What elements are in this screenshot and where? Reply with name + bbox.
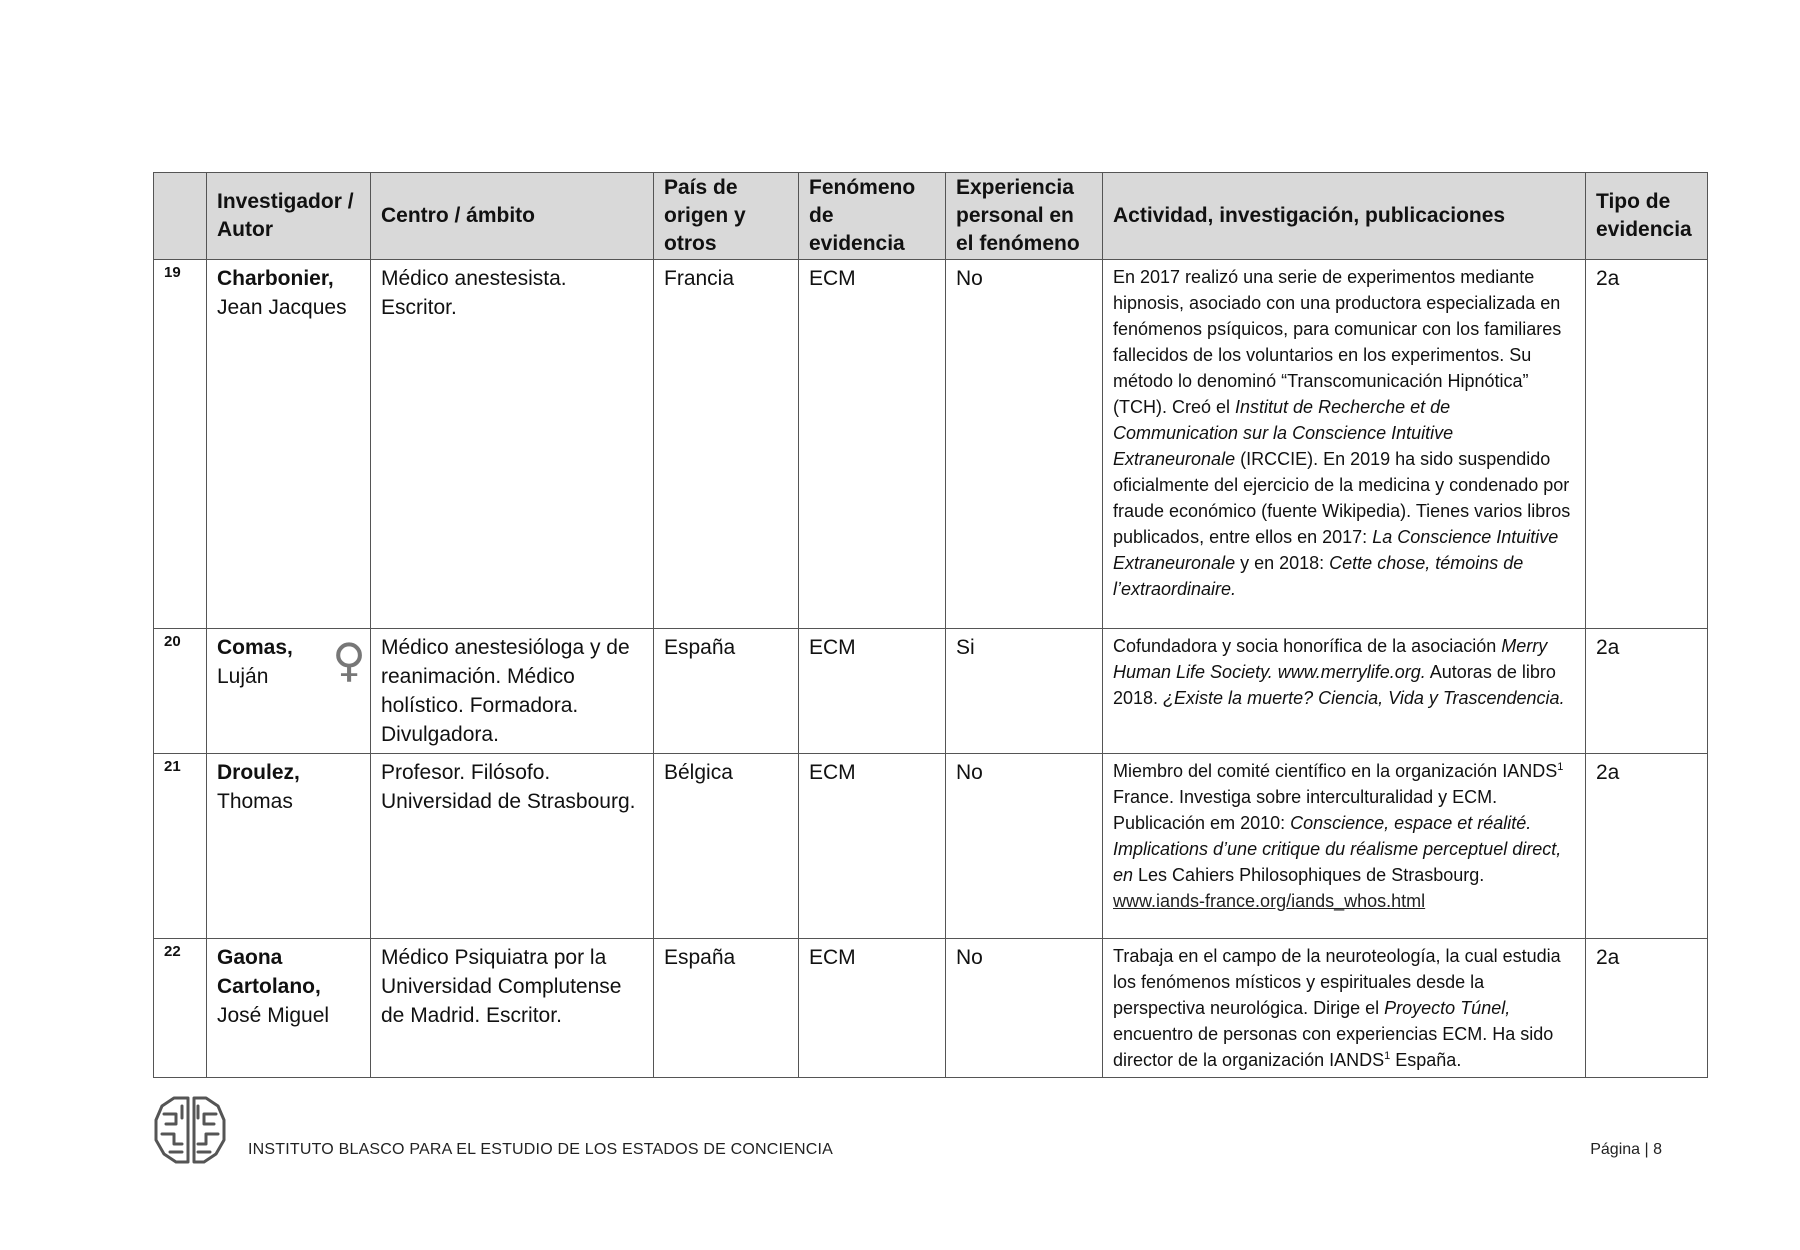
female-symbol-icon: ♀ (332, 633, 366, 687)
author-cell (207, 629, 371, 754)
table-row (154, 260, 1708, 629)
evidence-cell: 2a (1586, 260, 1708, 629)
activity-italic: Cette chose, témoins de l’extraordinaire. (1113, 553, 1524, 599)
author-cell (207, 939, 371, 1078)
header-phenomenon: Fenómeno de evidencia (799, 173, 946, 260)
phenomenon-cell: ECM (799, 939, 946, 1078)
experience-cell: No (946, 939, 1103, 1078)
evidence-cell: 2a (1586, 754, 1708, 939)
row-number: 22 (154, 939, 207, 1078)
header-experience: Experiencia personal en el fenómeno (946, 173, 1103, 260)
country-cell: Francia (654, 260, 799, 629)
phenomenon-cell: ECM (799, 260, 946, 629)
activity-cell (1103, 260, 1586, 629)
activity-cell (1103, 754, 1586, 939)
author-given-name: Luján (217, 665, 269, 688)
footnote-ref: 1 (1557, 761, 1564, 773)
table-row (154, 939, 1708, 1078)
country-cell: Bélgica (654, 754, 799, 939)
row-number: 21 (154, 754, 207, 939)
header-activity: Actividad, investigación, publicaciones (1103, 173, 1586, 260)
activity-text: Autoras de libro 2018. (1113, 662, 1556, 708)
brain-icon (152, 1092, 228, 1168)
row-number: 20 (154, 629, 207, 754)
activity-text: En 2017 realizó una serie de experimentos mediante hipnosis, asociado con una productora especializada en fenómenos psíquicos, para comunicar con los familiares fallecidos de los voluntarios en los experimentos. Su método lo denominó “Transcomunicación Hipnótica” (TCH). Creó el (1113, 267, 1562, 417)
experience-cell: Si (946, 629, 1103, 754)
header-num (154, 173, 207, 260)
header-country: País de origen y otros (654, 173, 799, 260)
country-cell: España (654, 629, 799, 754)
center-cell: Profesor. Filósofo. Universidad de Strasbourg. (371, 754, 654, 939)
header-author: Investigador / Autor (207, 173, 371, 260)
page-footer (152, 1092, 1662, 1172)
organization-name: INSTITUTO BLASCO PARA EL ESTUDIO DE LOS ESTADOS DE CONCIENCIA (248, 1141, 834, 1158)
researchers-table (153, 172, 1708, 1078)
evidence-cell: 2a (1586, 939, 1708, 1078)
activity-italic: La Conscience Intuitive Extraneuronale (1113, 527, 1559, 573)
table-row (154, 629, 1708, 754)
activity-text: Les Cahiers Philosophiques de Strasbourg. (1133, 865, 1485, 885)
activity-italic: Merry Human Life Society. www.merrylife.org. (1113, 636, 1548, 682)
row-number: 19 (154, 260, 207, 629)
author-surname: Droulez, (217, 761, 300, 784)
activity-text: Miembro del comité científico en la organización IANDS (1113, 761, 1558, 781)
activity-text: España. (1390, 1050, 1462, 1070)
country-cell: España (654, 939, 799, 1078)
phenomenon-cell: ECM (799, 754, 946, 939)
experience-cell: No (946, 260, 1103, 629)
activity-text: Trabaja en el campo de la neuroteología, la cual estudia los fenómenos místicos y espirituales desde la perspectiva neurológica. Dirige el (1113, 946, 1561, 1018)
author-surname: Comas, (217, 636, 293, 659)
activity-text: encuentro de personas con experiencias ECM. Ha sido director de la organización IANDS (1113, 1024, 1554, 1070)
author-cell (207, 260, 371, 629)
author-surname: Charbonier, (217, 267, 334, 290)
activity-text: France. Investiga sobre interculturalidad y ECM. Publicación em 2010: (1113, 787, 1498, 833)
page-number: Página | 8 (1590, 1141, 1662, 1158)
activity-text: y en 2018: (1235, 553, 1330, 573)
experience-cell: No (946, 754, 1103, 939)
footnote-ref: 1 (1384, 1050, 1391, 1062)
author-given-name: Thomas (217, 790, 293, 813)
activity-italic: ¿Existe la muerte? Ciencia, Vida y Trascendencia. (1163, 688, 1565, 708)
activity-italic: Conscience, espace et réalité. Implications d’une critique du réalisme perceptuel direct, en (1113, 813, 1562, 885)
activity-text: (IRCCIE). En 2019 ha sido suspendido oficialmente del ejercicio de la medicina y condenado por fraude económico (fuente Wikipedia). Tienes varios libros publicados, entre ellos en 2017: (1113, 449, 1571, 547)
author-given-name: José Miguel (217, 1004, 330, 1027)
author-wrap (217, 633, 366, 691)
author-surname: Gaona Cartolano, (217, 946, 321, 998)
iands-france-link[interactable]: www.iands-france.org/iands_whos.html (1113, 891, 1426, 911)
evidence-cell: 2a (1586, 629, 1708, 754)
activity-text: Cofundadora y socia honorífica de la asociación (1113, 636, 1502, 656)
activity-cell (1103, 939, 1586, 1078)
center-cell: Médico anestesista. Escritor. (371, 260, 654, 629)
activity-cell (1103, 629, 1586, 754)
activity-italic: Institut de Recherche et de Communication sur la Conscience Intuitive Extraneuronale (1113, 397, 1454, 469)
header-evidence: Tipo de evidencia (1586, 173, 1708, 260)
author-cell (207, 754, 371, 939)
phenomenon-cell: ECM (799, 629, 946, 754)
table-row (154, 754, 1708, 939)
author-given-name: Jean Jacques (217, 296, 347, 319)
center-cell: Médico Psiquiatra por la Universidad Complutense de Madrid. Escritor. (371, 939, 654, 1078)
header-center: Centro / ámbito (371, 173, 654, 260)
center-cell: Médico anestesióloga y de reanimación. Médico holístico. Formadora. Divulgadora. (371, 629, 654, 754)
table-header-row (154, 173, 1708, 260)
activity-italic: Proyecto Túnel, (1384, 998, 1511, 1018)
